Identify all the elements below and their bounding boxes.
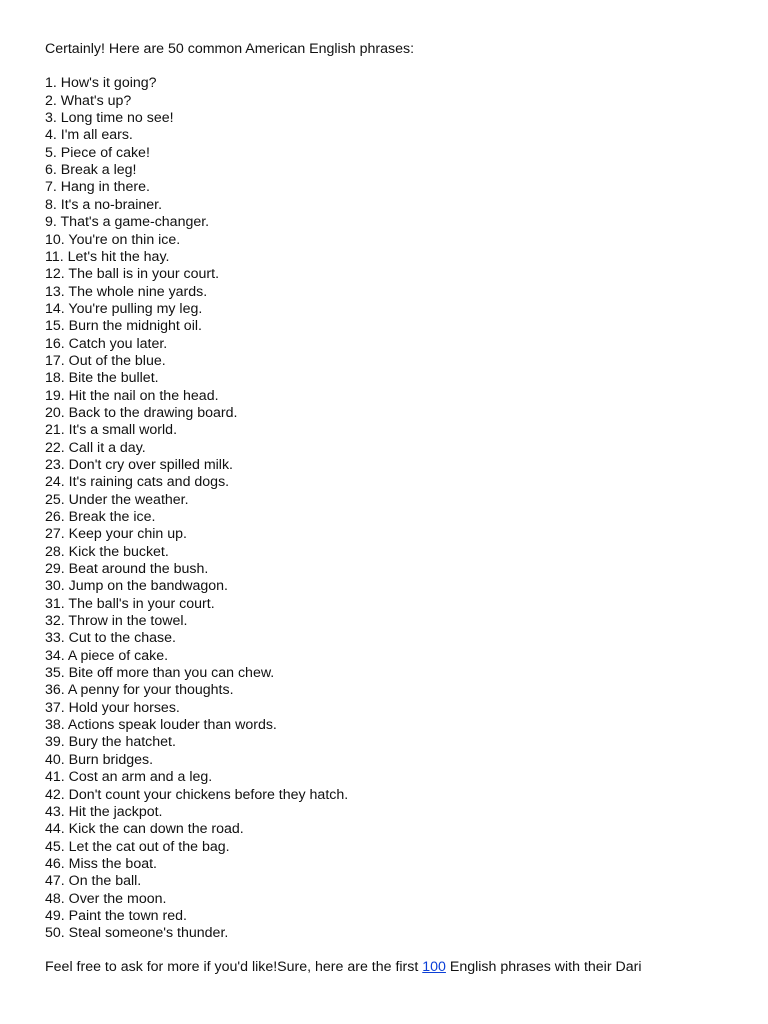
list-item: 31. The ball's in your court. (45, 595, 215, 612)
list-item: 20. Back to the drawing board. (45, 404, 238, 421)
list-item: 34. A piece of cake. (45, 647, 169, 664)
list-item: 11. Let's hit the hay. (45, 248, 170, 265)
list-item: 32. Throw in the towel. (45, 613, 188, 630)
list-item: 44. Kick the can down the road. (45, 821, 244, 838)
list-item: 13. The whole nine yards. (45, 283, 208, 300)
list-item: 46. Miss the boat. (45, 855, 157, 872)
list-item: 1. How's it going? (45, 75, 157, 92)
list-item: 41. Cost an arm and a leg. (45, 769, 213, 786)
list-item: 2. What's up? (45, 92, 132, 109)
list-item: 5. Piece of cake! (45, 144, 150, 161)
list-item: 50. Steal someone's thunder. (45, 925, 229, 942)
list-item: 29. Beat around the bush. (45, 561, 209, 578)
list-item: 7. Hang in there. (45, 179, 150, 196)
list-item: 3. Long time no see! (45, 110, 174, 127)
list-item: 47. On the ball. (45, 873, 142, 890)
list-item: 21. It's a small world. (45, 422, 178, 439)
list-item: 22. Call it a day. (45, 439, 146, 456)
list-item: 26. Break the ice. (45, 509, 156, 525)
phrase-list (45, 75, 745, 942)
list-item: 49. Paint the town red. (45, 907, 187, 924)
list-item: 40. Burn bridges. (45, 751, 154, 768)
list-item: 27. Keep your chin up. (45, 526, 187, 543)
list-item: 25. Under the weather. (45, 491, 189, 508)
list-item: 39. Bury the hatchet. (45, 734, 176, 751)
list-item: 23. Don't cry over spilled milk. (45, 456, 233, 473)
list-item: 8. It's a no-brainer. (45, 196, 163, 213)
list-item: 18. Bite the bullet. (45, 370, 159, 387)
list-item: 4. I'm all ears. (45, 127, 133, 144)
outro-link-100[interactable]: 100 (422, 958, 446, 975)
intro-text: Certainly! Here are 50 common American English phrases: (45, 41, 415, 57)
list-item: 30. Jump on the bandwagon. (45, 578, 228, 595)
list-item: 24. It's raining cats and dogs. (45, 474, 230, 491)
list-item: 38. Actions speak louder than words. (45, 717, 277, 734)
list-item: 35. Bite off more than you can chew. (45, 665, 275, 682)
list-item: 36. A penny for your thoughts. (45, 682, 234, 699)
list-item: 6. Break a leg! (45, 162, 137, 179)
list-item: 43. Hit the jackpot. (45, 803, 163, 820)
list-item: 37. Hold your horses. (45, 699, 180, 716)
list-item: 28. Kick the bucket. (45, 543, 169, 560)
list-item: 14. You're pulling my leg. (45, 300, 203, 317)
document-page (45, 41, 745, 976)
list-item: 19. Hit the nail on the head. (45, 387, 219, 404)
outro-text-before-link: Feel free to ask for more if you'd like!Sure, here are the first (45, 958, 423, 975)
list-item: 45. Let the cat out of the bag. (45, 838, 230, 855)
list-item: 17. Out of the blue. (45, 352, 166, 369)
list-item: 15. Burn the midnight oil. (45, 318, 202, 335)
list-item: 12. The ball is in your court. (45, 266, 220, 283)
list-item: 42. Don't count your chickens before they hatch. (45, 786, 349, 803)
list-item: 9. That's a game-changer. (45, 214, 210, 231)
outro-text (45, 959, 745, 976)
list-item: 33. Cut to the chase. (45, 630, 176, 647)
list-item: 10. You're on thin ice. (45, 231, 181, 248)
list-item: 16. Catch you later. (45, 335, 168, 352)
list-item: 48. Over the moon. (45, 890, 167, 907)
outro-text-after-link: English phrases with their Dari (445, 958, 642, 975)
